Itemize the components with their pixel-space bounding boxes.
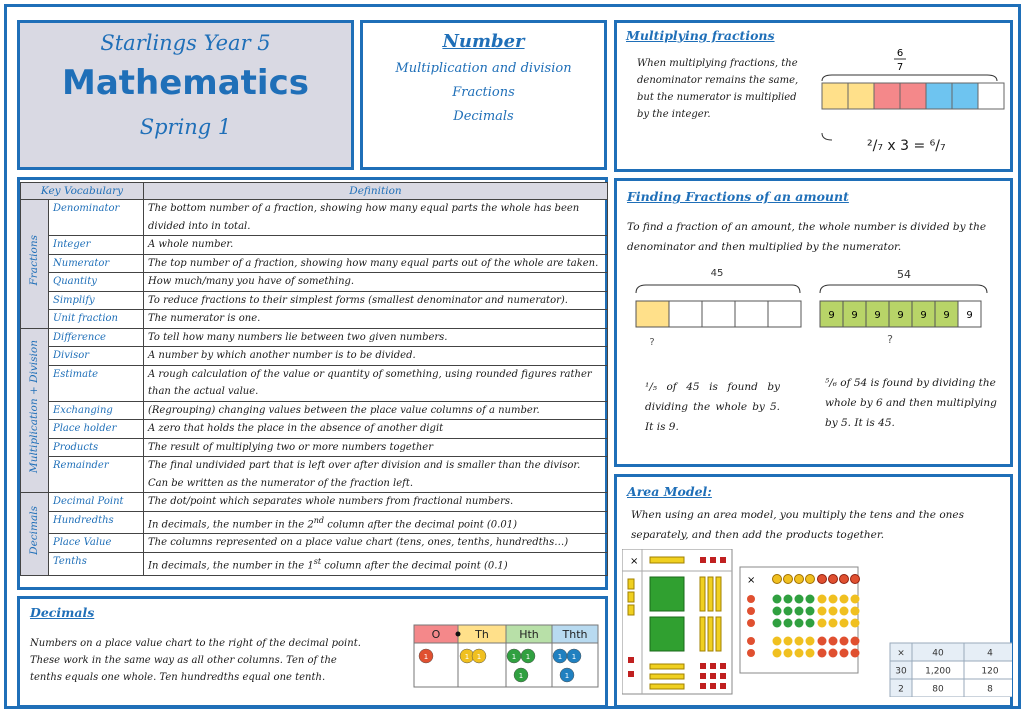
fraction-bar-cell (900, 83, 926, 109)
area-table-value: 4 (987, 648, 993, 659)
vocab-term: Unit fraction (49, 310, 144, 329)
vocab-row (21, 310, 608, 329)
vocab-definition: A whole number. (144, 236, 608, 255)
definition-text: In decimals, the number in the 2 (148, 518, 314, 530)
vocab-term: Numerator (49, 254, 144, 273)
hundreds-flat (650, 577, 684, 611)
left-total: 45 (710, 268, 724, 279)
counter-label: 1 (464, 653, 470, 661)
column-header-definition: Definition (144, 183, 608, 200)
ones-cube (700, 663, 706, 669)
tens-counter (784, 575, 793, 584)
vocab-category-label: Multiplication + Division (27, 340, 40, 474)
vocab-term: Decimal Point (49, 493, 144, 512)
column-header-term: Key Vocabulary (21, 183, 144, 200)
topic-item: Fractions (452, 85, 515, 100)
hundreds-counter (773, 595, 782, 604)
hundreds-counter (795, 595, 804, 604)
right-note: ⁵/₆ of 54 is found by dividing the whole by 6 and then multiplying by 5. It is 45. (825, 377, 997, 429)
tens-counter (784, 649, 793, 658)
times-symbol: × (747, 575, 756, 586)
right-total: 54 (897, 268, 911, 281)
ones-cube (720, 557, 726, 563)
tens-rod (628, 592, 634, 602)
ordinal-suffix: nd (313, 515, 325, 525)
vocab-row (21, 552, 608, 575)
left-note: ¹/₅ of 45 is found by dividing the whole by 5. It is 9. (645, 381, 780, 433)
tens-rod (650, 674, 684, 679)
bar-cell-value: 9 (897, 310, 904, 321)
area-table-value: 1,200 (925, 666, 951, 677)
definition-text: In decimals, the number in the 1 (148, 560, 314, 572)
unknown-marker: ? (887, 333, 893, 346)
vocab-definition: The final undivided part that is left over after division and is smaller than the divisor. Can be written as the numerator of the fraction left. (144, 457, 608, 493)
vocab-definition: The dot/point which separates whole numbers from fractional numbers. (144, 493, 608, 512)
place-value-header-label: Th (475, 628, 489, 641)
vocab-definition: The numerator is one. (144, 310, 608, 329)
vocab-definition: How much/many you have of something. (144, 273, 608, 292)
topic-panel (360, 20, 607, 170)
vocab-row (21, 438, 608, 457)
vocab-row (21, 457, 608, 493)
section-text: To find a fraction of an amount, the whole number is divided by the denominator and then multiplied by the numerator. (627, 221, 987, 253)
hundreds-flat (650, 617, 684, 651)
multiplying-fractions-panel (614, 20, 1013, 172)
vocab-definition: The columns represented on a place value chart (tens, ones, tenths, hundredths…) (144, 534, 608, 553)
area-model-illustration (622, 549, 1012, 697)
tens-counter (806, 649, 815, 658)
ones-counter (747, 637, 755, 645)
tens-counter (840, 607, 849, 616)
vocab-row (21, 254, 608, 273)
counter-label: 1 (525, 653, 531, 661)
ones-cube (628, 671, 634, 677)
vocabulary-panel (17, 177, 608, 590)
vocab-row (21, 200, 608, 236)
bar-cell-value: 9 (966, 310, 973, 321)
tens-counter (773, 649, 782, 658)
fraction-bar-diagram (817, 45, 1007, 145)
tens-counter (840, 595, 849, 604)
vocab-row (21, 347, 608, 366)
vocab-definition: The result of multiplying two or more numbers together (144, 438, 608, 457)
tens-counter (851, 595, 860, 604)
ones-counter (851, 649, 860, 658)
ones-counter (840, 649, 849, 658)
vocab-definition (144, 552, 608, 575)
vocab-row (21, 273, 608, 292)
vocab-row (21, 328, 608, 347)
vocab-term: Integer (49, 236, 144, 255)
area-table-value: 8 (987, 684, 993, 695)
bar-cell-value: 9 (851, 310, 858, 321)
tens-counter (795, 637, 804, 646)
tens-counter (795, 649, 804, 658)
vocab-definition: The top number of a fraction, showing how many equal parts out of the whole are taken. (144, 254, 608, 273)
bar-label-numerator: 6 (896, 48, 904, 59)
ones-counter (829, 649, 838, 658)
vocab-row (21, 420, 608, 439)
fraction-bar-cell (926, 83, 952, 109)
tens-rod (650, 684, 684, 689)
vocab-definition: To reduce fractions to their simplest forms (smallest denominator and numerator). (144, 291, 608, 310)
hundreds-counter (784, 619, 793, 628)
tens-rod (628, 605, 634, 615)
bar-cell-value: 9 (874, 310, 881, 321)
vocab-row (21, 236, 608, 255)
title-panel (17, 20, 354, 170)
fraction-bar-cell (952, 83, 978, 109)
ones-counter (829, 637, 838, 646)
place-value-chart (412, 623, 602, 693)
ones-cube (710, 673, 716, 679)
bar-cell-value: 9 (943, 310, 950, 321)
section-heading: Area Model: (627, 484, 712, 499)
vocab-definition (144, 511, 608, 534)
vocab-definition: The bottom number of a fraction, showing how many equal parts the whole has been divided into in total. (144, 200, 608, 236)
ones-cube (710, 663, 716, 669)
area-table-value: 40 (932, 648, 944, 659)
tens-counter (806, 637, 815, 646)
ones-counter (829, 575, 838, 584)
tens-rod (700, 617, 705, 651)
tens-counter (851, 619, 860, 628)
vocab-category-label: Fractions (27, 235, 40, 286)
vocab-category (21, 200, 49, 329)
area-table-value: 80 (932, 684, 944, 695)
area-table-value: 120 (981, 666, 999, 677)
area-table-value: 30 (895, 666, 907, 677)
tens-counter (829, 619, 838, 628)
area-model-panel (614, 474, 1013, 708)
section-text: When multiplying fractions, the denominator remains the same, but the numerator is multiplied by the integer. (637, 58, 799, 120)
vocab-row (21, 511, 608, 534)
unknown-marker: ? (649, 337, 655, 348)
ones-counter (818, 637, 827, 646)
ones-cube (700, 557, 706, 563)
ones-cube (720, 683, 726, 689)
definition-text: column after the decimal point (0.1) (321, 560, 508, 572)
tens-counter (818, 619, 827, 628)
hundreds-counter (784, 595, 793, 604)
vocab-row (21, 291, 608, 310)
area-table-value: 2 (898, 684, 904, 695)
bar-cell-value: 9 (920, 310, 927, 321)
hundreds-counter (784, 607, 793, 616)
place-value-header-label: O (431, 628, 441, 641)
fraction-bar-cell (848, 83, 874, 109)
vocab-term: Products (49, 438, 144, 457)
vocab-term: Place holder (49, 420, 144, 439)
vocab-term: Quantity (49, 273, 144, 292)
decimals-panel (17, 596, 608, 708)
bar-cell-value: 9 (828, 310, 835, 321)
tens-counter (806, 575, 815, 584)
vocab-definition: (Regrouping) changing values between the place value columns of a number. (144, 401, 608, 420)
ones-counter (747, 649, 755, 657)
vocab-definition: To tell how many numbers lie between two given numbers. (144, 328, 608, 347)
ones-counter (840, 637, 849, 646)
section-heading: Finding Fractions of an amount (627, 189, 849, 204)
fraction-equation: ²/₇ x 3 = ⁶/₇ (867, 138, 946, 154)
place-value-column (414, 643, 458, 687)
class-name: Starlings Year 5 (100, 31, 271, 55)
vocab-term: Hundredths (49, 511, 144, 534)
section-heading: Decimals (30, 605, 95, 620)
tens-counter (795, 575, 804, 584)
counter-label: 1 (423, 653, 429, 661)
vocab-category (21, 493, 49, 576)
vocab-definition: A zero that holds the place in the absence of another digit (144, 420, 608, 439)
ones-cube (700, 673, 706, 679)
vocab-row (21, 534, 608, 553)
ones-cube (710, 683, 716, 689)
fraction-bar-cell (874, 83, 900, 109)
vocab-row (21, 365, 608, 401)
section-text: Numbers on a place value chart to the right of the decimal point. These work in the same way as all other columns. Ten of the tenths equals one whole. Ten hundredths equal one tenth. (30, 638, 361, 683)
ones-cube (700, 683, 706, 689)
ones-counter (818, 575, 827, 584)
ones-counter (747, 619, 755, 627)
vocab-term: Difference (49, 328, 144, 347)
tens-rod (650, 557, 684, 563)
decimal-point (456, 632, 461, 637)
times-symbol: × (630, 556, 639, 567)
counter-label: 1 (557, 653, 563, 661)
definition-text: column after the decimal point (0.01) (324, 518, 517, 530)
place-value-header-label: Hth (519, 628, 539, 641)
vocab-category (21, 328, 49, 493)
ones-counter (818, 649, 827, 658)
vocab-row (21, 493, 608, 512)
fraction-bar-cell (978, 83, 1004, 109)
hundreds-counter (773, 607, 782, 616)
tens-rod (628, 579, 634, 589)
hundreds-counter (806, 607, 815, 616)
subject-title: Mathematics (62, 63, 309, 103)
area-table-value: × (897, 648, 905, 659)
tens-counter (773, 637, 782, 646)
counter-label: 1 (564, 672, 570, 680)
vocab-definition: A rough calculation of the value or quantity of something, using rounded figures rather than the actual value. (144, 365, 608, 401)
vocab-row (21, 401, 608, 420)
tens-counter (851, 607, 860, 616)
place-value-header-label: Thth (562, 628, 588, 641)
vocab-term: Exchanging (49, 401, 144, 420)
hundreds-counter (773, 619, 782, 628)
topic-item: Decimals (453, 109, 514, 124)
tens-counter (829, 607, 838, 616)
tens-counter (829, 595, 838, 604)
counter-label: 1 (511, 653, 517, 661)
section-text: When using an area model, you multiply the tens and the ones separately, and then add the products together. (631, 509, 965, 541)
tens-counter (840, 619, 849, 628)
topic-item: Multiplication and division (395, 61, 572, 76)
tens-counter (773, 575, 782, 584)
ones-cube (710, 557, 716, 563)
tens-counter (818, 595, 827, 604)
vocab-term: Tenths (49, 552, 144, 575)
topic-heading: Number (442, 31, 525, 52)
ordinal-suffix: st (313, 556, 322, 566)
hundreds-counter (795, 619, 804, 628)
counter-label: 1 (476, 653, 482, 661)
vocab-category-label: Decimals (27, 506, 40, 555)
ones-cube (628, 657, 634, 663)
term-name: Spring 1 (139, 115, 232, 139)
counter-label: 1 (518, 672, 524, 680)
section-heading: Multiplying fractions (626, 28, 775, 43)
ones-cube (720, 673, 726, 679)
ones-counter (747, 607, 755, 615)
tens-rod (716, 577, 721, 611)
hundreds-counter (806, 619, 815, 628)
bar-model-diagram (632, 265, 1002, 355)
vocab-term: Divisor (49, 347, 144, 366)
ones-counter (840, 575, 849, 584)
counter-label: 1 (571, 653, 577, 661)
vocab-term: Place Value (49, 534, 144, 553)
bar-label-denominator: 7 (896, 62, 904, 73)
tens-rod (700, 577, 705, 611)
tens-counter (818, 607, 827, 616)
tens-rod (708, 617, 713, 651)
vocabulary-table (20, 182, 608, 576)
tens-rod (650, 664, 684, 669)
hundreds-counter (806, 595, 815, 604)
vocab-term: Estimate (49, 365, 144, 401)
tens-rod (716, 617, 721, 651)
ones-counter (747, 595, 755, 603)
vocab-term: Simplify (49, 291, 144, 310)
fraction-bar-cell (822, 83, 848, 109)
ones-counter (851, 575, 860, 584)
tens-rod (708, 577, 713, 611)
tens-counter (784, 637, 793, 646)
vocab-term: Denominator (49, 200, 144, 236)
hundreds-counter (795, 607, 804, 616)
ones-counter (851, 637, 860, 646)
vocab-term: Remainder (49, 457, 144, 493)
vocab-definition: A number by which another number is to be divided. (144, 347, 608, 366)
ones-cube (720, 663, 726, 669)
finding-fractions-panel (614, 178, 1013, 467)
